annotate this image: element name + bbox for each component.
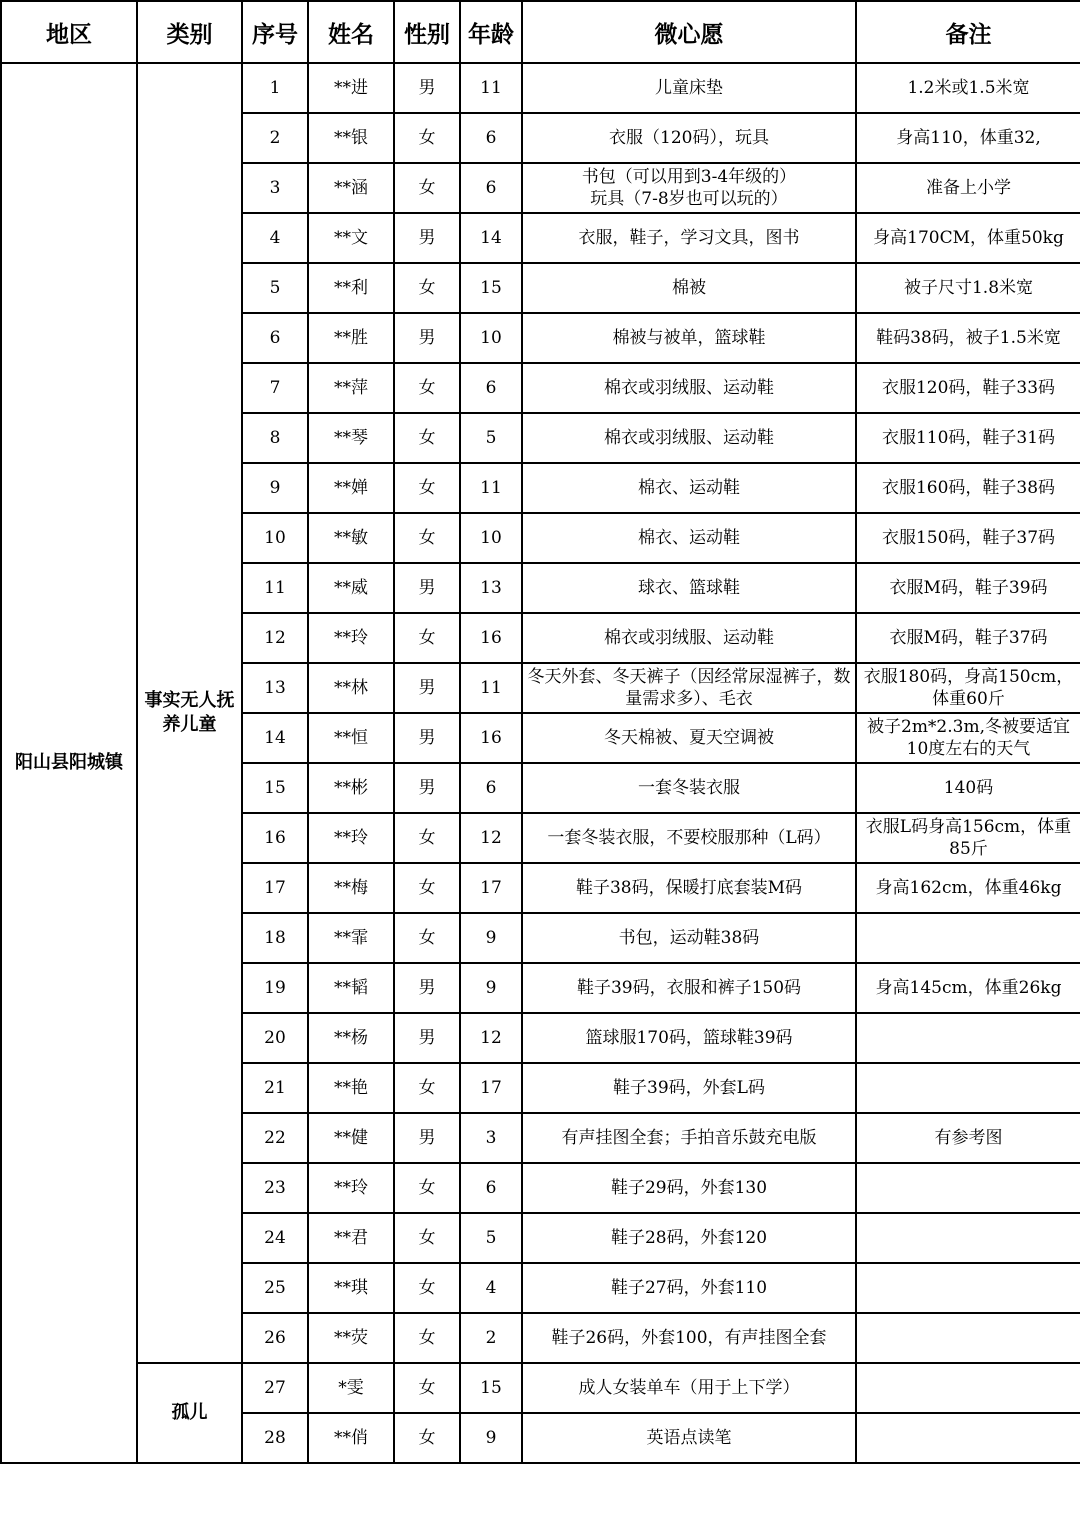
cell-number: 26 xyxy=(242,1313,308,1363)
cell-number: 10 xyxy=(242,513,308,563)
cell-wish: 书包，运动鞋38码 xyxy=(522,913,856,963)
cell-name: **艳 xyxy=(308,1063,394,1113)
cell-name: **杨 xyxy=(308,1013,394,1063)
cell-number: 27 xyxy=(242,1363,308,1413)
cell-number: 6 xyxy=(242,313,308,363)
cell-gender: 女 xyxy=(394,613,460,663)
cell-gender: 女 xyxy=(394,1063,460,1113)
cell-age: 9 xyxy=(460,1413,522,1463)
cell-note xyxy=(856,1163,1080,1213)
cell-wish: 冬天外套、冬天裤子（因经常尿湿裤子，数量需求多）、毛衣 xyxy=(522,663,856,713)
cell-wish: 棉衣或羽绒服、运动鞋 xyxy=(522,363,856,413)
header-wish: 微心愿 xyxy=(522,1,856,63)
cell-note xyxy=(856,1213,1080,1263)
cell-age: 9 xyxy=(460,963,522,1013)
header-gender: 性别 xyxy=(394,1,460,63)
cell-note: 衣服L码身高156cm，体重85斤 xyxy=(856,813,1080,863)
cell-name: **玲 xyxy=(308,1163,394,1213)
cell-age: 10 xyxy=(460,313,522,363)
cell-note xyxy=(856,1263,1080,1313)
cell-note: 衣服150码，鞋子37码 xyxy=(856,513,1080,563)
cell-name: **健 xyxy=(308,1113,394,1163)
cell-age: 15 xyxy=(460,263,522,313)
cell-gender: 女 xyxy=(394,1263,460,1313)
table-header xyxy=(1,1,1080,63)
cell-note: 鞋码38码，被子1.5米宽 xyxy=(856,313,1080,363)
cell-number: 7 xyxy=(242,363,308,413)
cell-wish: 成人女装单车（用于上下学） xyxy=(522,1363,856,1413)
cell-wish: 鞋子29码，外套130 xyxy=(522,1163,856,1213)
cell-wish: 篮球服170码，篮球鞋39码 xyxy=(522,1013,856,1063)
table-body xyxy=(1,63,1080,1463)
cell-age: 9 xyxy=(460,913,522,963)
cell-age: 12 xyxy=(460,1013,522,1063)
cell-age: 13 xyxy=(460,563,522,613)
cell-name: **彬 xyxy=(308,763,394,813)
cell-wish: 鞋子38码，保暖打底套装M码 xyxy=(522,863,856,913)
cell-name: **威 xyxy=(308,563,394,613)
cell-note: 140码 xyxy=(856,763,1080,813)
cell-name: **恒 xyxy=(308,713,394,763)
cell-number: 22 xyxy=(242,1113,308,1163)
cell-note: 1.2米或1.5米宽 xyxy=(856,63,1080,113)
cell-number: 8 xyxy=(242,413,308,463)
cell-wish: 棉衣或羽绒服、运动鞋 xyxy=(522,613,856,663)
cell-number: 28 xyxy=(242,1413,308,1463)
cell-gender: 女 xyxy=(394,263,460,313)
cell-name: **敏 xyxy=(308,513,394,563)
cell-wish: 棉被 xyxy=(522,263,856,313)
cell-number: 23 xyxy=(242,1163,308,1213)
cell-name: **文 xyxy=(308,213,394,263)
cell-gender: 女 xyxy=(394,913,460,963)
cell-wish: 棉衣或羽绒服、运动鞋 xyxy=(522,413,856,463)
cell-age: 3 xyxy=(460,1113,522,1163)
cell-name: **银 xyxy=(308,113,394,163)
cell-age: 14 xyxy=(460,213,522,263)
cell-note: 身高162cm，体重46kg xyxy=(856,863,1080,913)
cell-gender: 男 xyxy=(394,1113,460,1163)
cell-name: **胜 xyxy=(308,313,394,363)
cell-gender: 女 xyxy=(394,1363,460,1413)
cell-gender: 女 xyxy=(394,463,460,513)
cell-note xyxy=(856,1063,1080,1113)
cell-name: **韬 xyxy=(308,963,394,1013)
table-row xyxy=(1,1363,1080,1413)
cell-note: 有参考图 xyxy=(856,1113,1080,1163)
header-category: 类别 xyxy=(137,1,242,63)
cell-name: **利 xyxy=(308,263,394,313)
cell-name: **君 xyxy=(308,1213,394,1263)
cell-age: 5 xyxy=(460,1213,522,1263)
cell-gender: 男 xyxy=(394,1013,460,1063)
cell-name: *雯 xyxy=(308,1363,394,1413)
cell-gender: 女 xyxy=(394,513,460,563)
cell-gender: 男 xyxy=(394,213,460,263)
cell-number: 5 xyxy=(242,263,308,313)
cell-age: 4 xyxy=(460,1263,522,1313)
cell-wish: 鞋子28码，外套120 xyxy=(522,1213,856,1263)
cell-age: 10 xyxy=(460,513,522,563)
cell-gender: 女 xyxy=(394,1313,460,1363)
header-number: 序号 xyxy=(242,1,308,63)
cell-wish: 棉衣、运动鞋 xyxy=(522,513,856,563)
cell-age: 6 xyxy=(460,113,522,163)
cell-number: 15 xyxy=(242,763,308,813)
cell-age: 17 xyxy=(460,863,522,913)
header-age: 年龄 xyxy=(460,1,522,63)
cell-wish: 球衣、篮球鞋 xyxy=(522,563,856,613)
cell-name: **萍 xyxy=(308,363,394,413)
cell-number: 21 xyxy=(242,1063,308,1113)
cell-number: 14 xyxy=(242,713,308,763)
cell-age: 6 xyxy=(460,363,522,413)
cell-wish: 一套冬装衣服 xyxy=(522,763,856,813)
cell-note xyxy=(856,1363,1080,1413)
cell-wish: 冬天棉被、夏天空调被 xyxy=(522,713,856,763)
cell-number: 4 xyxy=(242,213,308,263)
cell-note: 衣服120码，鞋子33码 xyxy=(856,363,1080,413)
cell-number: 20 xyxy=(242,1013,308,1063)
cell-wish: 一套冬装衣服，不要校服那种（L码） xyxy=(522,813,856,863)
cell-note: 被子2m*2.3m,冬被要适宜10度左右的天气 xyxy=(856,713,1080,763)
cell-number: 25 xyxy=(242,1263,308,1313)
cell-wish: 鞋子39码，衣服和裤子150码 xyxy=(522,963,856,1013)
cell-wish: 鞋子27码，外套110 xyxy=(522,1263,856,1313)
cell-note: 衣服160码，鞋子38码 xyxy=(856,463,1080,513)
cell-age: 5 xyxy=(460,413,522,463)
cell-wish: 书包（可以用到3-4年级的） 玩具（7-8岁也可以玩的） xyxy=(522,163,856,213)
cell-note: 衣服180码，身高150cm，体重60斤 xyxy=(856,663,1080,713)
cell-gender: 女 xyxy=(394,113,460,163)
cell-gender: 男 xyxy=(394,763,460,813)
header-row xyxy=(1,1,1080,63)
cell-number: 17 xyxy=(242,863,308,913)
cell-name: **婵 xyxy=(308,463,394,513)
cell-age: 16 xyxy=(460,613,522,663)
cell-note: 被子尺寸1.8米宽 xyxy=(856,263,1080,313)
cell-name: **琴 xyxy=(308,413,394,463)
header-region: 地区 xyxy=(1,1,137,63)
cell-age: 6 xyxy=(460,163,522,213)
cell-gender: 女 xyxy=(394,863,460,913)
cell-note: 准备上小学 xyxy=(856,163,1080,213)
cell-gender: 女 xyxy=(394,1213,460,1263)
cell-gender: 男 xyxy=(394,713,460,763)
cell-age: 11 xyxy=(460,463,522,513)
cell-name: **琪 xyxy=(308,1263,394,1313)
cell-gender: 男 xyxy=(394,963,460,1013)
cell-name: **涵 xyxy=(308,163,394,213)
cell-wish: 英语点读笔 xyxy=(522,1413,856,1463)
cell-wish: 棉被与被单，篮球鞋 xyxy=(522,313,856,363)
cell-number: 3 xyxy=(242,163,308,213)
cell-gender: 女 xyxy=(394,163,460,213)
cell-wish: 棉衣、运动鞋 xyxy=(522,463,856,513)
cell-number: 24 xyxy=(242,1213,308,1263)
cell-number: 19 xyxy=(242,963,308,1013)
cell-number: 9 xyxy=(242,463,308,513)
region-cell: 阳山县阳城镇 xyxy=(1,63,137,1463)
cell-note: 身高110，体重32, xyxy=(856,113,1080,163)
cell-name: **玲 xyxy=(308,613,394,663)
category-cell: 孤儿 xyxy=(137,1363,242,1463)
cell-number: 18 xyxy=(242,913,308,963)
cell-wish: 鞋子26码，外套100，有声挂图全套 xyxy=(522,1313,856,1363)
cell-number: 12 xyxy=(242,613,308,663)
cell-note: 衣服110码，鞋子31码 xyxy=(856,413,1080,463)
cell-gender: 男 xyxy=(394,313,460,363)
cell-age: 17 xyxy=(460,1063,522,1113)
cell-note: 身高145cm，体重26kg xyxy=(856,963,1080,1013)
cell-gender: 男 xyxy=(394,563,460,613)
cell-note xyxy=(856,913,1080,963)
cell-gender: 女 xyxy=(394,1163,460,1213)
cell-number: 1 xyxy=(242,63,308,113)
cell-gender: 男 xyxy=(394,63,460,113)
cell-name: **俏 xyxy=(308,1413,394,1463)
cell-number: 2 xyxy=(242,113,308,163)
cell-gender: 女 xyxy=(394,1413,460,1463)
cell-age: 2 xyxy=(460,1313,522,1363)
cell-wish: 儿童床垫 xyxy=(522,63,856,113)
header-name: 姓名 xyxy=(308,1,394,63)
cell-note: 衣服M码，鞋子37码 xyxy=(856,613,1080,663)
cell-number: 16 xyxy=(242,813,308,863)
cell-age: 11 xyxy=(460,663,522,713)
cell-number: 11 xyxy=(242,563,308,613)
cell-age: 6 xyxy=(460,1163,522,1213)
cell-gender: 女 xyxy=(394,413,460,463)
cell-age: 15 xyxy=(460,1363,522,1413)
header-note: 备注 xyxy=(856,1,1080,63)
cell-age: 6 xyxy=(460,763,522,813)
cell-name: **荧 xyxy=(308,1313,394,1363)
cell-note xyxy=(856,1413,1080,1463)
cell-note xyxy=(856,1313,1080,1363)
cell-age: 12 xyxy=(460,813,522,863)
cell-note: 衣服M码，鞋子39码 xyxy=(856,563,1080,613)
cell-wish: 衣服，鞋子，学习文具，图书 xyxy=(522,213,856,263)
cell-age: 16 xyxy=(460,713,522,763)
cell-wish: 鞋子39码，外套L码 xyxy=(522,1063,856,1113)
table-row xyxy=(1,63,1080,113)
category-cell: 事实无人抚 养儿童 xyxy=(137,63,242,1363)
cell-name: **进 xyxy=(308,63,394,113)
cell-wish: 衣服（120码），玩具 xyxy=(522,113,856,163)
cell-name: **霏 xyxy=(308,913,394,963)
cell-gender: 女 xyxy=(394,363,460,413)
cell-note: 身高170CM，体重50kg xyxy=(856,213,1080,263)
cell-name: **林 xyxy=(308,663,394,713)
cell-age: 11 xyxy=(460,63,522,113)
cell-gender: 女 xyxy=(394,813,460,863)
cell-name: **玲 xyxy=(308,813,394,863)
cell-wish: 有声挂图全套；手拍音乐鼓充电版 xyxy=(522,1113,856,1163)
cell-gender: 男 xyxy=(394,663,460,713)
cell-name: **梅 xyxy=(308,863,394,913)
cell-note xyxy=(856,1013,1080,1063)
cell-number: 13 xyxy=(242,663,308,713)
